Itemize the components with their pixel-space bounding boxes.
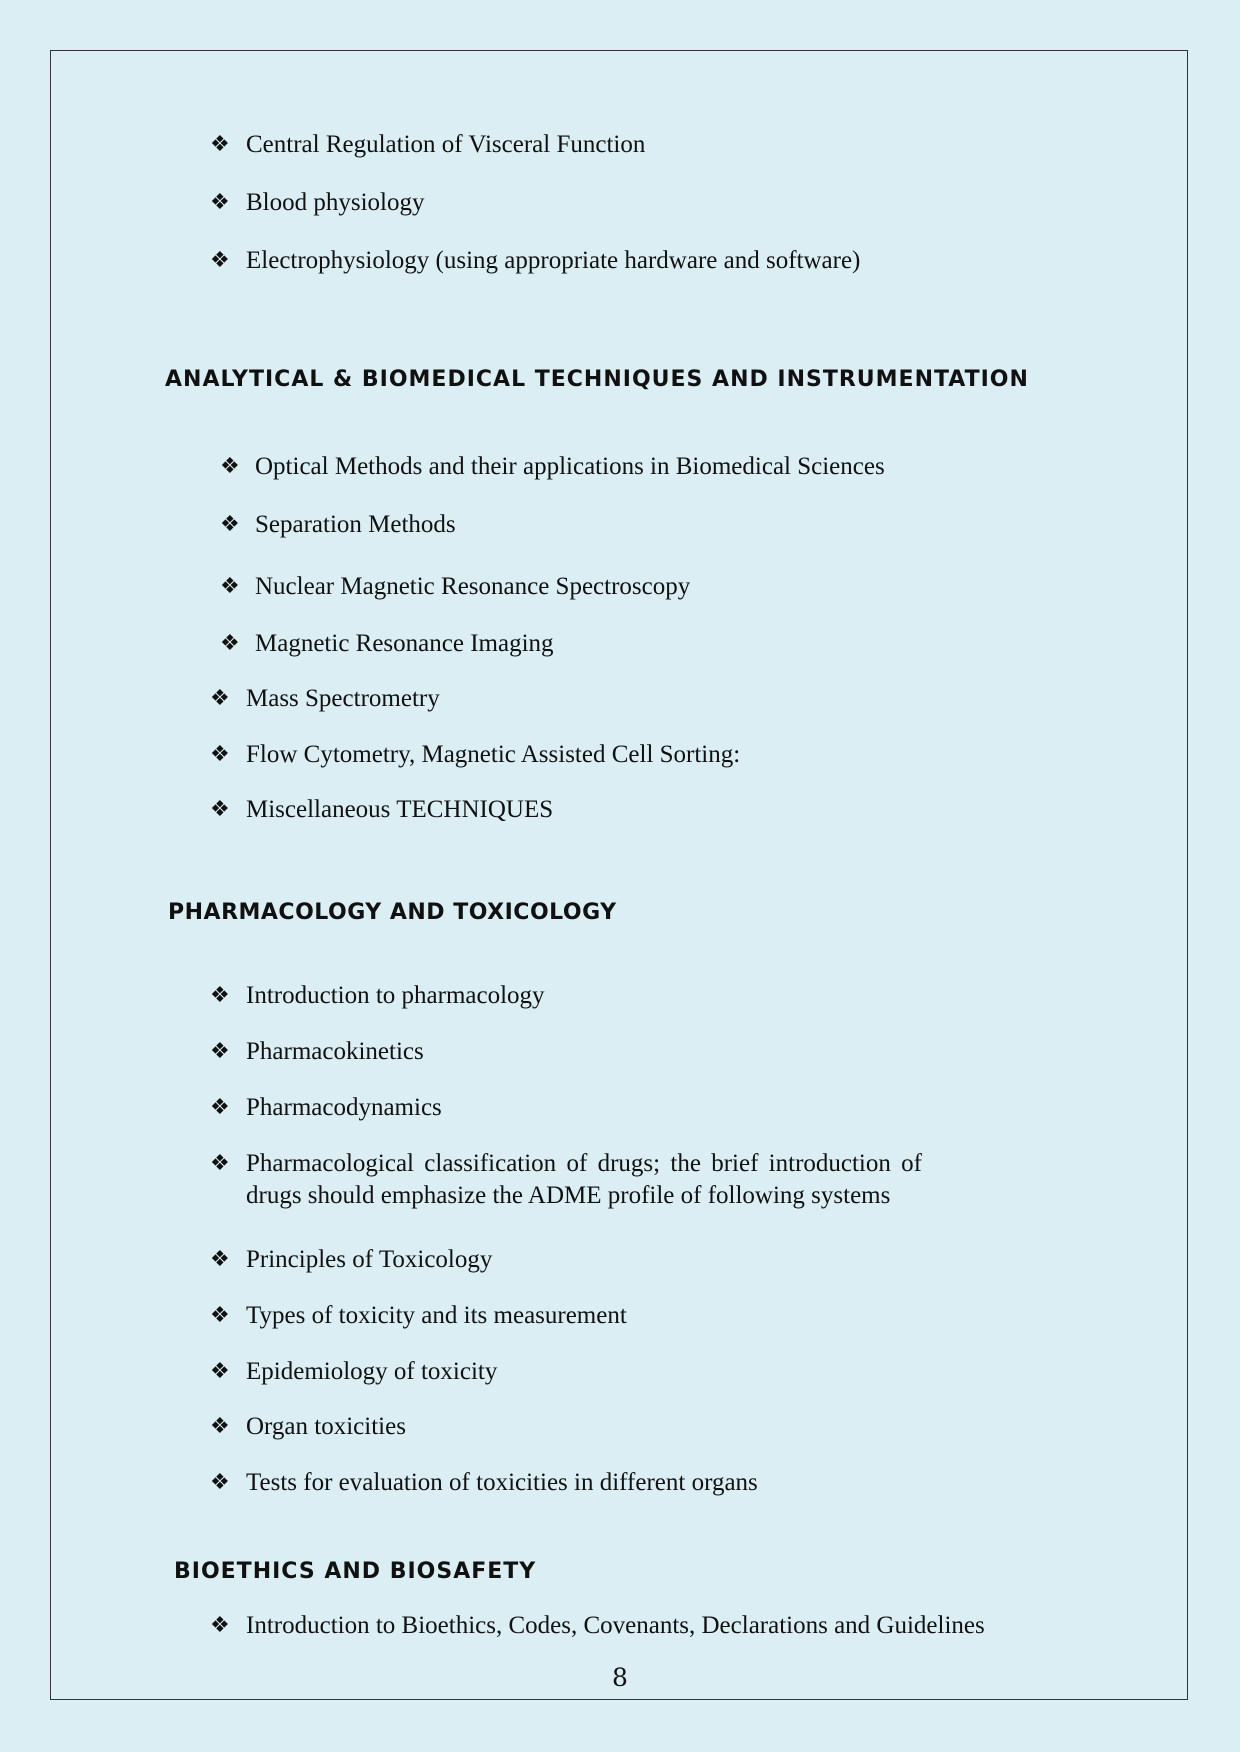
list-item-text: Blood physiology [246, 189, 425, 216]
list-item-text: Epidemiology of toxicity [246, 1358, 498, 1385]
list-item-text: Pharmacokinetics [246, 1038, 424, 1065]
list-item-text: Principles of Toxicology [246, 1246, 493, 1273]
diamond-bullet-icon: ❖ [210, 1151, 230, 1176]
list-item-text: Optical Methods and their applications in Biomedical Sciences [255, 453, 885, 480]
list-item-text: Magnetic Resonance Imaging [255, 630, 554, 657]
diamond-bullet-icon: ❖ [220, 512, 240, 537]
diamond-bullet-icon: ❖ [210, 686, 230, 711]
diamond-bullet-icon: ❖ [210, 1247, 230, 1272]
diamond-bullet-icon: ❖ [210, 1095, 230, 1120]
diamond-bullet-icon: ❖ [210, 248, 230, 273]
list-item-text: Separation Methods [255, 511, 456, 538]
diamond-bullet-icon: ❖ [210, 1359, 230, 1384]
diamond-bullet-icon: ❖ [210, 742, 230, 767]
diamond-bullet-icon: ❖ [210, 797, 230, 822]
list-item-text: Pharmacological classification of drugs; the brief introduction of drugs should emphasize the ADME profile of following systems [246, 1150, 922, 1209]
diamond-bullet-icon: ❖ [220, 454, 240, 479]
page-border [50, 50, 1188, 1700]
list-item-text: Electrophysiology (using appropriate hardware and software) [246, 247, 861, 274]
diamond-bullet-icon: ❖ [210, 1039, 230, 1064]
list-item-text: Central Regulation of Visceral Function [246, 131, 646, 158]
section-heading-analytical: ANALYTICAL & BIOMEDICAL TECHNIQUES AND INSTRUMENTATION [165, 367, 1029, 392]
list-item-text: Introduction to Bioethics, Codes, Covenants, Declarations and Guidelines [246, 1612, 985, 1639]
diamond-bullet-icon: ❖ [210, 1470, 230, 1495]
diamond-bullet-icon: ❖ [220, 574, 240, 599]
list-item-text: Organ toxicities [246, 1413, 406, 1440]
list-item-text: Nuclear Magnetic Resonance Spectroscopy [255, 573, 691, 600]
diamond-bullet-icon: ❖ [210, 983, 230, 1008]
diamond-bullet-icon: ❖ [210, 132, 230, 157]
list-item-text: Miscellaneous TECHNIQUES [246, 796, 554, 823]
list-item-text: Types of toxicity and its measurement [246, 1302, 627, 1329]
list-item-text: Introduction to pharmacology [246, 982, 545, 1009]
section-heading-bioethics: BIOETHICS AND BIOSAFETY [174, 1559, 537, 1584]
diamond-bullet-icon: ❖ [220, 631, 240, 656]
list-item-text: Flow Cytometry, Magnetic Assisted Cell Sorting: [246, 741, 741, 768]
page-number: 8 [612, 1663, 628, 1692]
list-item-text: Pharmacodynamics [246, 1094, 442, 1121]
section-heading-pharmacology: PHARMACOLOGY AND TOXICOLOGY [168, 900, 617, 925]
list-item-text: Mass Spectrometry [246, 685, 440, 712]
diamond-bullet-icon: ❖ [210, 1613, 230, 1638]
diamond-bullet-icon: ❖ [210, 190, 230, 215]
list-item-text: Tests for evaluation of toxicities in different organs [246, 1469, 758, 1496]
diamond-bullet-icon: ❖ [210, 1414, 230, 1439]
diamond-bullet-icon: ❖ [210, 1303, 230, 1328]
